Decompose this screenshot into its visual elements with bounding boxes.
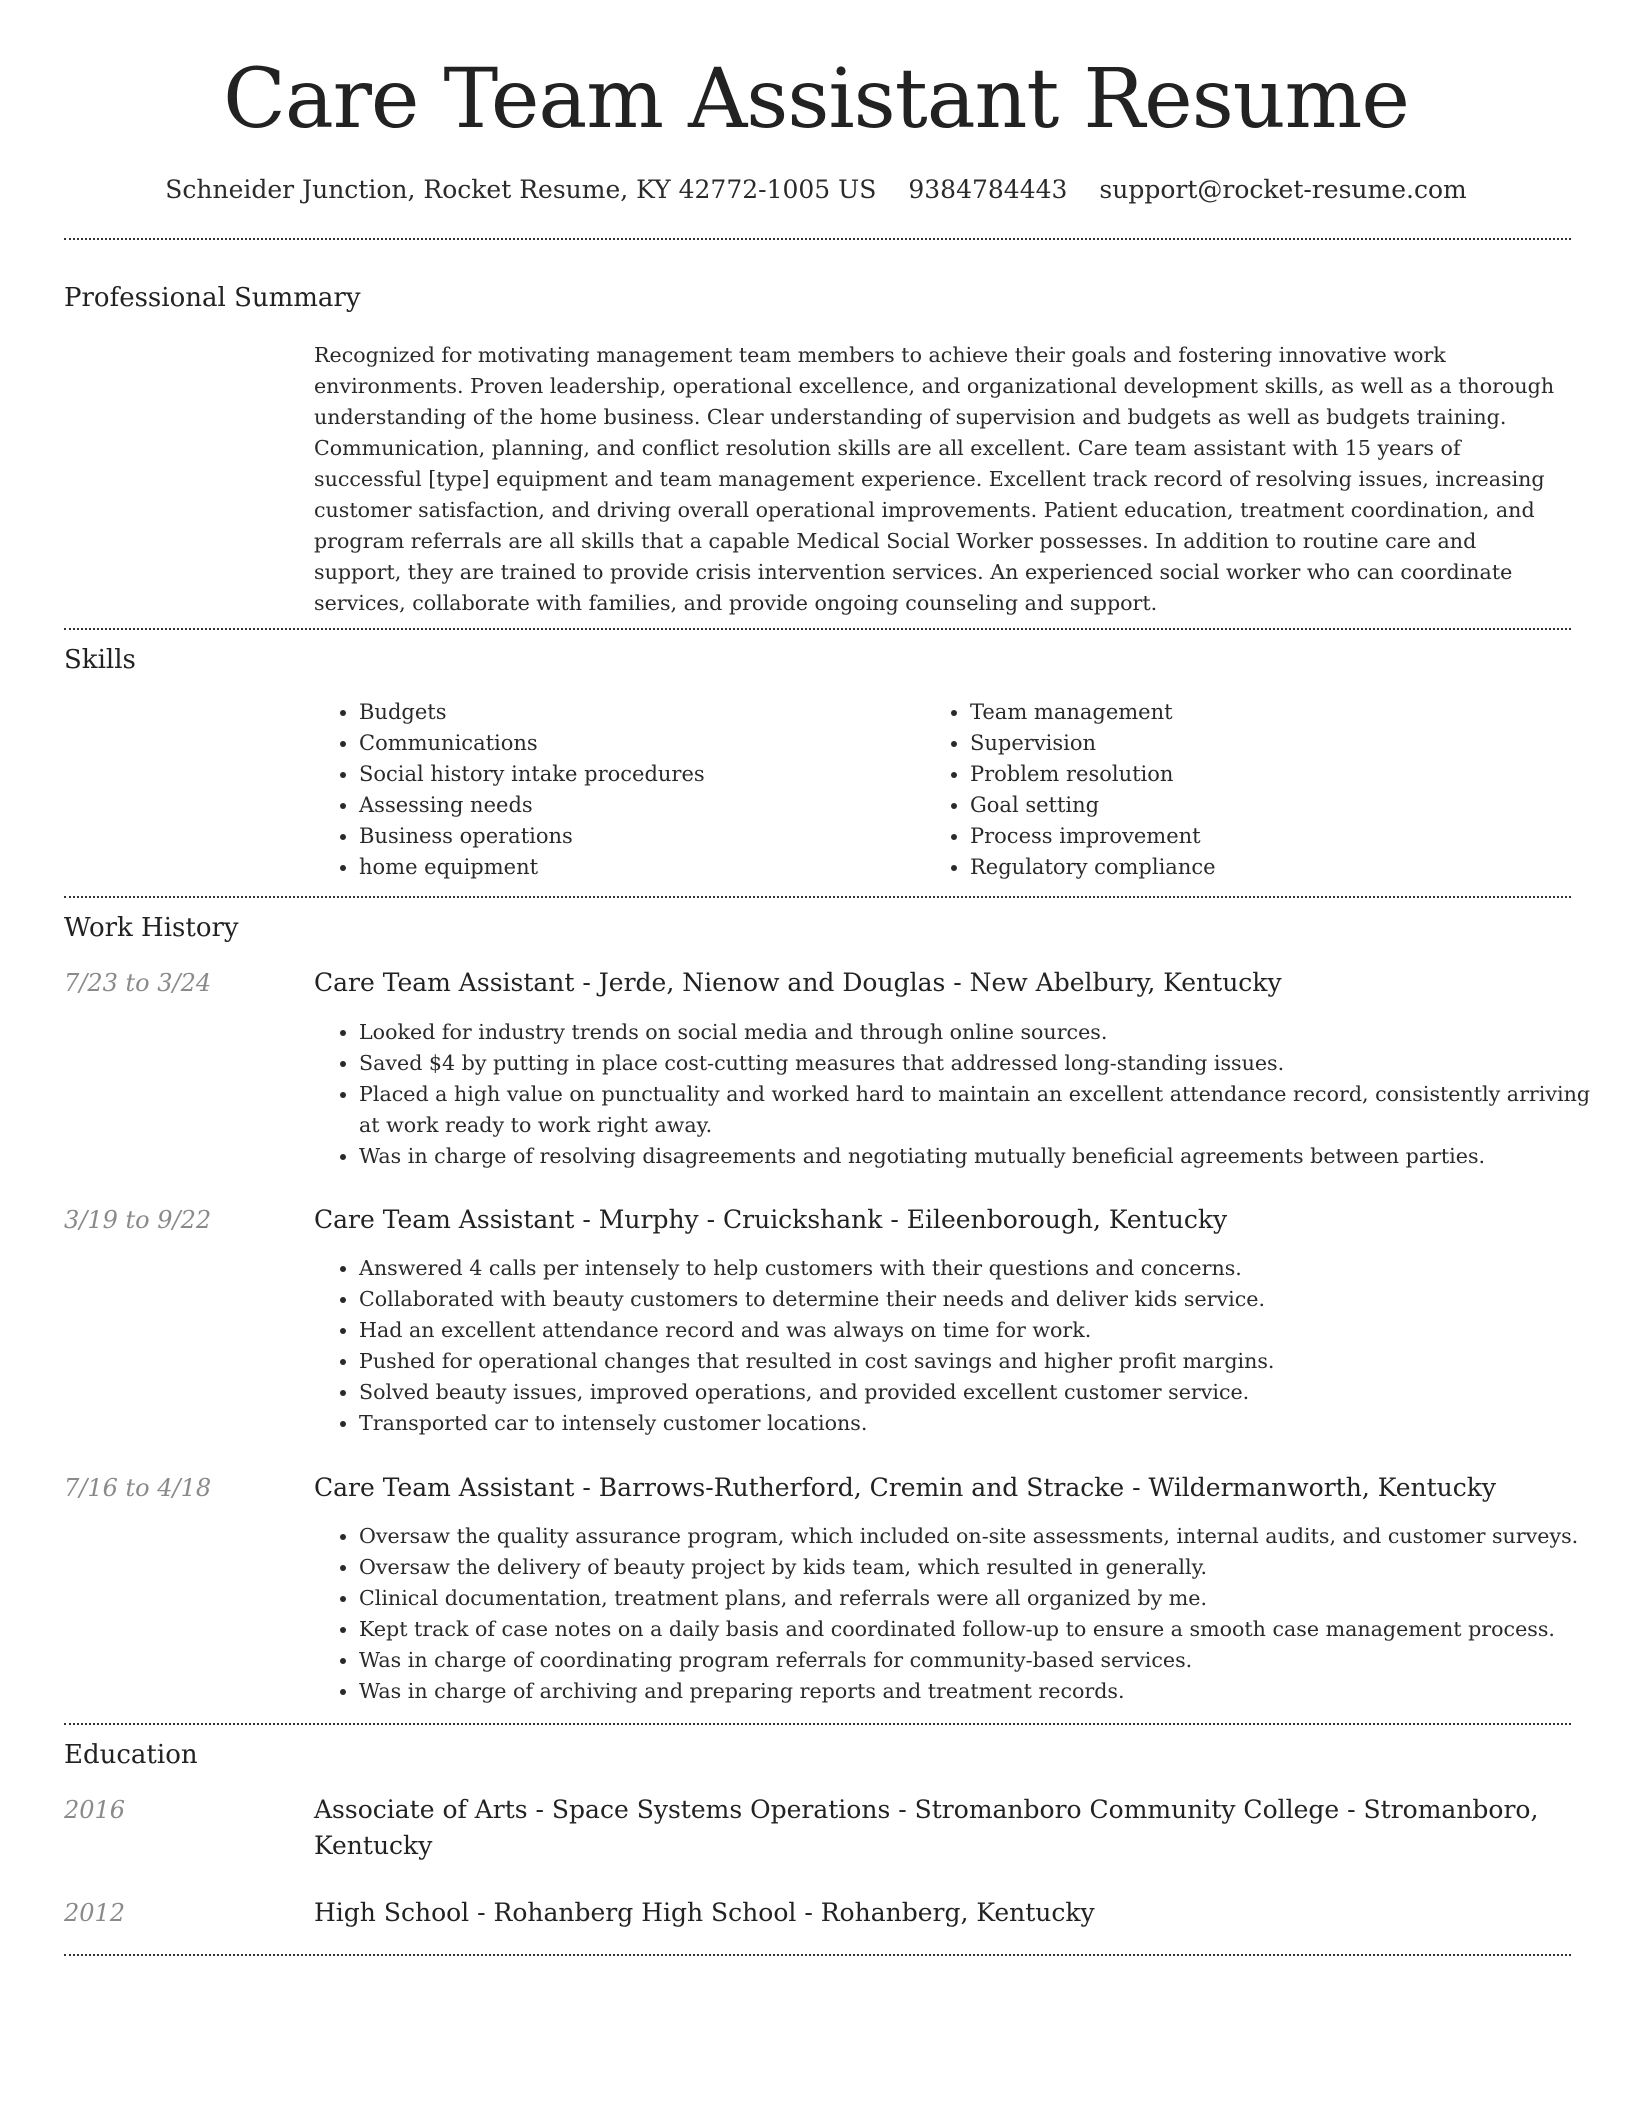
section-title-work: Work History: [64, 913, 239, 943]
job-bullet: • Oversaw the delivery of beauty project by kids team, which resulted in generally.: [359, 1552, 1609, 1583]
job-bullet: • Was in charge of resolving disagreements and negotiating mutually beneficial agreements between parties.: [359, 1141, 1609, 1172]
job-bullet: • Answered 4 calls per intensely to help customers with their questions and concerns.: [359, 1253, 1609, 1284]
skill-item: • Regulatory compliance: [970, 852, 1570, 883]
job-bullet: • Pushed for operational changes that resulted in cost savings and higher profit margins.: [359, 1346, 1609, 1377]
job-title: Care Team Assistant - Barrows-Rutherford, Cremin and Stracke - Wildermanworth, Kentucky: [314, 1473, 1497, 1502]
education-degree: High School: [314, 1898, 470, 1927]
section-title-summary: Professional Summary: [64, 283, 361, 313]
job-dates: 7/23 to 3/24: [64, 969, 212, 997]
skill-item: • Assessing needs: [359, 790, 919, 821]
job-bullets: [314, 1017, 1609, 1172]
job-bullets: [314, 1253, 1609, 1439]
skill-item: • home equipment: [359, 852, 919, 883]
divider: [64, 238, 1571, 240]
job-bullet: • Had an excellent attendance record and was always on time for work.: [359, 1315, 1609, 1346]
job-bullet: • Collaborated with beauty customers to determine their needs and deliver kids service.: [359, 1284, 1609, 1315]
contact-address: Schneider Junction, Rocket Resume, KY 42772-1005 US: [165, 175, 877, 204]
skill-item: • Goal setting: [970, 790, 1570, 821]
skill-item: • Process improvement: [970, 821, 1570, 852]
skill-item: • Team management: [970, 697, 1570, 728]
skill-item: • Social history intake procedures: [359, 759, 919, 790]
job-title: Care Team Assistant - Jerde, Nienow and Douglas - New Abelbury, Kentucky: [314, 968, 1282, 997]
resume-title: Care Team Assistant Resume: [223, 52, 1409, 147]
skill-item: • Problem resolution: [970, 759, 1570, 790]
skill-item: • Supervision: [970, 728, 1570, 759]
job-bullet: • Clinical documentation, treatment plans, and referrals were all organized by me.: [359, 1583, 1609, 1614]
summary-text: Recognized for motivating management team members to achieve their goals and fostering innovative work environments. Proven leadership, operational excellence, and organizational development skills, as well as a thorough understanding of the home business. Clear understanding of supervision and budgets as well as budgets training. Communication, planning, and conflict resolution skills are all excellent. Care team assistant with 15 years of successful [type] equipment and team management experience. Excellent track record of resolving issues, increasing customer satisfaction, and driving overall operational improvements. Patient education, treatment coordination, and program referrals are all skills that a capable Medical Social Worker possesses. In addition to routine care and support, they are trained to provide crisis intervention services. An experienced social worker who can coordinate services, collaborate with families, and provide ongoing counseling and support.: [314, 343, 1555, 615]
job-bullets: [314, 1521, 1609, 1707]
job-bullet: • Transported car to intensely customer locations.: [359, 1408, 1609, 1439]
job-title: Care Team Assistant - Murphy - Cruickshank - Eileenborough, Kentucky: [314, 1205, 1228, 1234]
job-bullet: • Was in charge of archiving and preparing reports and treatment records.: [359, 1676, 1609, 1707]
skills-list-right: [925, 697, 1570, 883]
education-entry: [314, 1895, 1564, 1931]
job-bullet: • Kept track of case notes on a daily basis and coordinated follow-up to ensure a smooth case management process.: [359, 1614, 1609, 1645]
education-year: 2016: [64, 1796, 126, 1824]
contact-line: [0, 170, 1632, 210]
education-year: 2012: [64, 1899, 126, 1927]
contact-email: support@rocket-resume.com: [1099, 175, 1467, 204]
divider: [64, 896, 1571, 898]
job-bullet: • Was in charge of coordinating program referrals for community-based services.: [359, 1645, 1609, 1676]
section-title-skills: Skills: [64, 645, 136, 675]
education-degree: Associate of Arts - Space Systems Operations: [314, 1795, 891, 1824]
education-school: - Rohanberg High School - Rohanberg, Kentucky: [469, 1898, 1095, 1927]
job-dates: 7/16 to 4/18: [64, 1474, 212, 1502]
contact-phone: 9384784443: [908, 175, 1068, 204]
skill-item: • Communications: [359, 728, 919, 759]
job-bullet: • Placed a high value on punctuality and worked hard to maintain an excellent attendance record, consistently arriving at work ready to work right away.: [359, 1079, 1609, 1141]
education-school: - Stromanboro Community College - Stromanboro, Kentucky: [314, 1795, 1539, 1860]
skill-item: • Budgets: [359, 697, 919, 728]
skills-list-left: [314, 697, 919, 883]
section-title-education: Education: [64, 1740, 198, 1770]
job-bullet: • Solved beauty issues, improved operations, and provided excellent customer service.: [359, 1377, 1609, 1408]
job-bullet: • Oversaw the quality assurance program, which included on-site assessments, internal audits, and customer surveys.: [359, 1521, 1609, 1552]
job-bullet: • Looked for industry trends on social media and through online sources.: [359, 1017, 1609, 1048]
divider: [64, 1723, 1571, 1725]
job-bullet: • Saved $4 by putting in place cost-cutting measures that addressed long-standing issues.: [359, 1048, 1609, 1079]
divider: [64, 628, 1571, 630]
job-dates: 3/19 to 9/22: [64, 1206, 212, 1234]
education-entry: [314, 1792, 1564, 1864]
skill-item: • Business operations: [359, 821, 919, 852]
divider: [64, 1954, 1571, 1956]
